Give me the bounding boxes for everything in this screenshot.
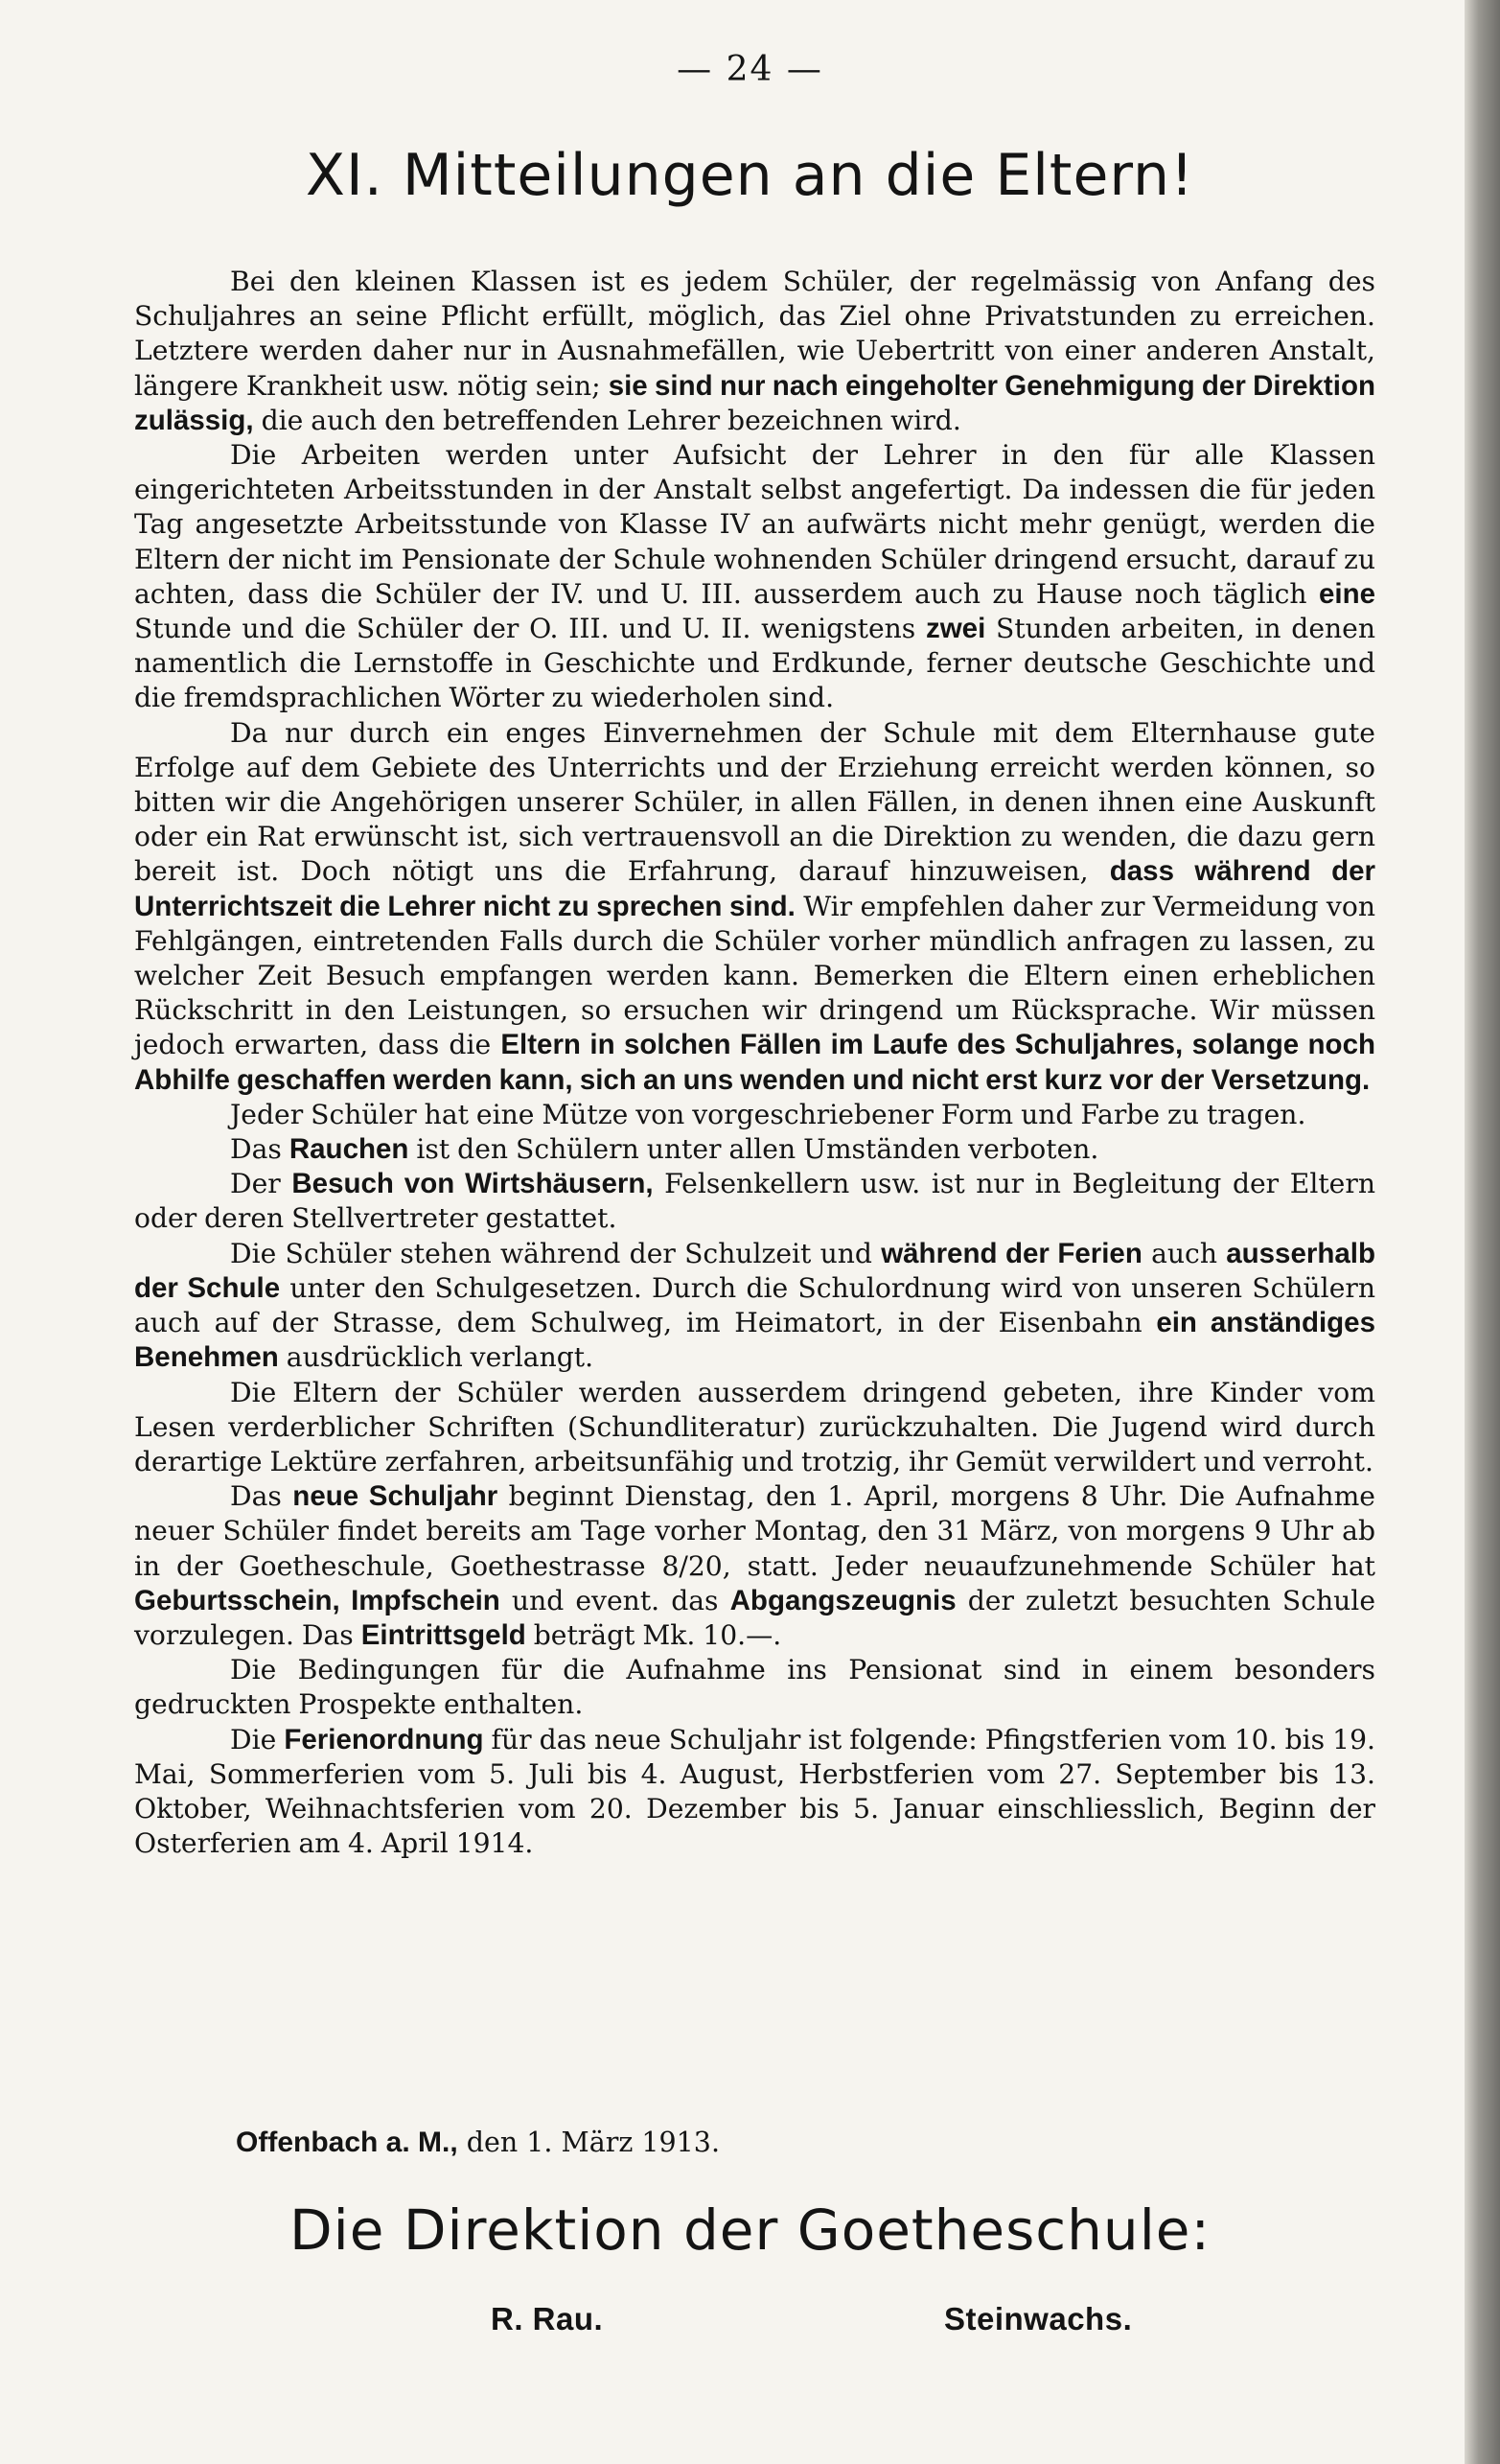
emphasized-text: während der Ferien: [881, 1237, 1142, 1269]
dateline-date: den 1. März 1913.: [457, 2127, 720, 2158]
signature-name-left: R. Rau.: [491, 2301, 604, 2336]
paragraph: [134, 265, 1375, 438]
emphasized-text: Eintrittsgeld: [360, 1618, 526, 1651]
text-run: die auch den betreffenden Lehrer bezeichnen wird.: [253, 404, 961, 436]
paragraph: [134, 1098, 1375, 1132]
emphasized-text: Abgangszeugnis: [729, 1584, 957, 1616]
text-run: Bei den kleinen Klassen ist es jedem Schüler, der regelmässig von Anfang des Schuljahres an seine Pflicht erfüllt, möglich, das Ziel ohne Privatstunden zu erreichen. Letztere werden daher nur in Ausnahmefällen, wie Uebertritt von einer anderen Anstalt, längere Krankheit usw. nötig sein;: [134, 266, 1375, 402]
text-run: Die Bedingungen für die Aufnahme ins Pensionat sind in einem besonders gedruckten Prospekte enthalten.: [134, 1654, 1375, 1721]
emphasized-text: dass während der Unterrichtszeit die Lehrer nicht zu sprechen sind.: [134, 855, 1375, 922]
text-run: unter den Schulgesetzen. Durch die Schulordnung wird von unseren Schülern auch auf der Strasse, dem Schulweg, im Heimatort, in der Eisenbahn: [134, 1271, 1376, 1339]
paragraph: [134, 1723, 1375, 1862]
text-run: Die Schüler stehen während der Schulzeit und: [230, 1237, 882, 1269]
paragraph: [134, 1132, 1375, 1167]
emphasized-text: Ferienordnung: [284, 1723, 484, 1755]
text-run: Der: [230, 1168, 292, 1200]
dateline-place: Offenbach a. M.,: [236, 2127, 458, 2158]
text-run: der zuletzt besuchten Schule vorzulegen. Das: [134, 1584, 1375, 1651]
text-run: Das: [230, 1133, 289, 1166]
signature-title: Die Direktion der Goetheschule:: [288, 2197, 1212, 2263]
paragraph: [134, 438, 1375, 716]
text-run: Wir empfehlen daher zur Vermeidung von Fehlgängen, eintretenden Falls durch die Schüler vorher mündlich anfragen zu lassen, zu welcher Zeit Besuch empfangen werden kann. Bemerken die Eltern einen erheblichen Rückschritt in den Leistungen, so ersuchen wir dringend um Rücksprache. Wir müssen jedoch erwarten, dass die: [134, 890, 1375, 1061]
emphasized-text: Besuch von Wirtshäusern,: [291, 1168, 654, 1200]
emphasized-text: eine: [1318, 577, 1375, 610]
text-run: für das neue Schuljahr ist folgende: Pfingstferien vom 10. bis 19. Mai, Sommerferien vom 5. Juli bis 4. August, Herbstferien vom 27. September bis 13. Oktober, Weihnachtsferien vom 20. Dezember bis 5. Januar einschliesslich, Beginn der Osterferien am 4. April 1914.: [134, 1723, 1375, 1860]
text-run: Stunde und die Schüler der O. III. und U. II. wenigstens: [134, 613, 926, 645]
emphasized-text: ausserhalb der Schule: [134, 1237, 1375, 1304]
section-heading: XI. Mitteilungen an die Eltern!: [305, 142, 1195, 209]
text-run: Jeder Schüler hat eine Mütze von vorgeschriebener Form und Farbe zu tragen.: [230, 1098, 1306, 1130]
paragraph: [134, 1479, 1375, 1653]
text-run: Das: [230, 1480, 293, 1513]
text-run: ausdrücklich verlangt.: [278, 1341, 594, 1374]
text-run: ist den Schülern unter allen Umständen verboten.: [408, 1133, 1099, 1166]
text-run: beginnt Dienstag, den 1. April, morgens 8 Uhr. Die Aufnahme neuer Schüler findet bereits am Tage vorher Montag, den 31 März, von morgens 9 Uhr ab in der Goetheschule, Goethestrasse 8/20, statt. Jeder neuaufzunehmende Schüler hat: [134, 1480, 1375, 1582]
signature-name-right: Steinwachs.: [944, 2301, 1133, 2336]
text-run: und event. das: [499, 1584, 730, 1616]
page-edge-shadow: [1465, 0, 1500, 2464]
paragraph: [134, 1167, 1375, 1236]
emphasized-text: zwei: [925, 613, 986, 645]
text-run: Felsenkellern usw. ist nur in Begleitung der Eltern oder deren Stellvertreter gestattet.: [134, 1168, 1375, 1235]
dateline: [236, 2127, 720, 2159]
paragraph: [134, 1376, 1375, 1480]
emphasized-text: Rauchen: [288, 1133, 409, 1166]
text-run: Stunden arbeiten, in denen namentlich die Lernstoffe in Geschichte und Erdkunde, ferner deutsche Geschichte und die fremdsprachlichen Wörter zu wiederholen sind.: [134, 613, 1375, 714]
emphasized-text: Eltern in solchen Fällen im Laufe des Schuljahres, solange noch Abhilfe geschaffen werden kann, sich an uns wenden und nicht erst kurz vor der Versetzung.: [134, 1029, 1376, 1096]
body-text: [134, 265, 1375, 1861]
paragraph: [134, 1653, 1375, 1722]
paragraph: [134, 1237, 1375, 1376]
paragraph: [134, 716, 1375, 1098]
text-run: Die: [230, 1723, 285, 1755]
emphasized-text: sie sind nur nach eingeholter Genehmigung der Direktion zulässig,: [134, 369, 1375, 436]
text-run: Die Arbeiten werden unter Aufsicht der Lehrer in den für alle Klassen eingerichteten Arbeitsstunden in der Anstalt selbst angefertigt. Da indessen die für jeden Tag angesetzte Arbeitsstunde von Klasse IV an aufwärts nicht mehr genügt, werden die Eltern der nicht im Pensionate der Schule wohnenden Schüler dringend ersucht, darauf zu achten, dass die Schüler der IV. und U. III. ausserdem auch zu Hause noch täglich: [134, 439, 1375, 610]
emphasized-text: neue Schuljahr: [292, 1480, 498, 1513]
text-run: auch: [1142, 1237, 1227, 1269]
text-run: Da nur durch ein enges Einvernehmen der Schule mit dem Elternhause gute Erfolge auf dem Gebiete des Unterrichts und der Erziehung erreicht werden können, so bitten wir die Angehörigen unserer Schüler, in allen Fällen, in denen ihnen eine Auskunft oder ein Rat erwünscht ist, sich vertrauensvoll an die Direktion zu wenden, die dazu gern bereit ist. Doch nötigt uns die Erfahrung, darauf hinzuweisen,: [134, 716, 1375, 888]
page-number: — 24 —: [677, 50, 823, 89]
emphasized-text: ein anständiges Benehmen: [134, 1307, 1375, 1374]
emphasized-text: Geburtsschein, Impfschein: [134, 1584, 500, 1616]
text-run: Die Eltern der Schüler werden ausserdem dringend gebeten, ihre Kinder vom Lesen verderblicher Schriften (Schundliteratur) zurückzuhalten. Die Jugend wird durch derartige Lektüre zerfahren, arbeitsunfähig und trotzig, ihr Gemüt verwildert und verroht.: [134, 1376, 1375, 1477]
text-run: beträgt Mk. 10.—.: [525, 1618, 782, 1651]
